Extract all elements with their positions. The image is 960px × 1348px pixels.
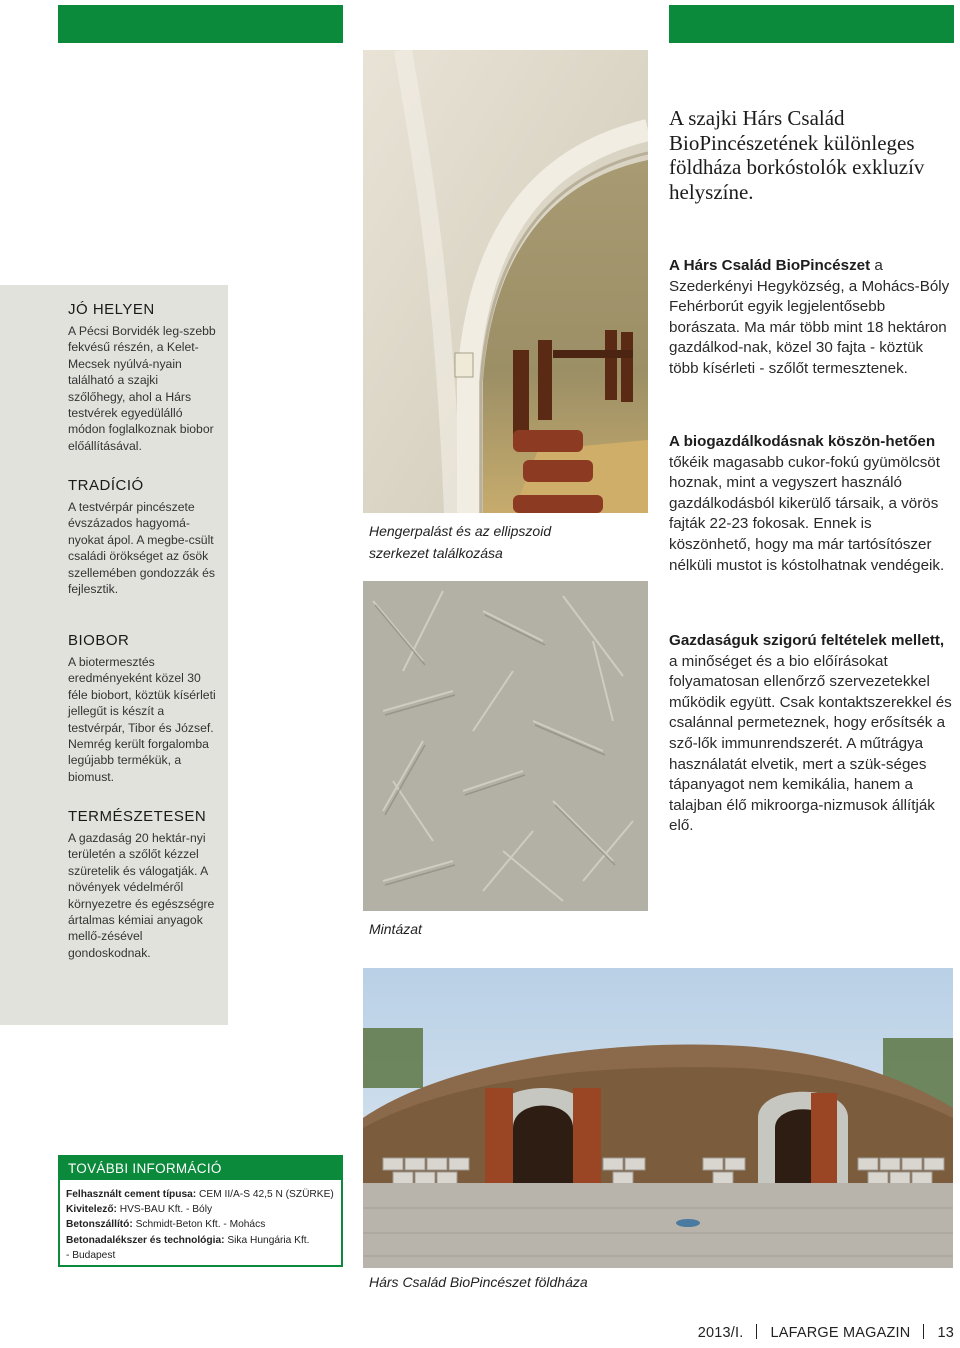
sidebar-section-jo-helyen [68,301,218,454]
paragraph-text: a minőséget és a bio előírásokat folyamatosan ellenőrző szervezetekkel működik együtt. Csak kontaktszerekkel és csalánnal permeteznek, hogy erősítsék a sző-lők immunrendszerét. A műtrágya használatát elvetik, mert a szük-séges tápanyagot nem kemikália, hanem a talajban élő mikroorga-nizmusok állítják elő. [669,652,952,835]
sidebar-heading: TRADÍCIÓ [68,477,144,494]
footer-magazine: LAFARGE MAGAZIN [770,1325,911,1341]
sidebar-text: A testvérpár pincészete évszázados hagyomá-nyokat ápol. A megbe-csült családi örökséget az ősök szellemében gondozzák és fejlesztik. [68,500,216,597]
top-green-bar-left [58,5,343,43]
house-photo [363,968,953,1268]
footer-issue: 2013/I. [697,1325,744,1341]
sidebar-section-termeszetesen [68,808,218,961]
info-label: Felhasznált cement típusa: [66,1189,197,1200]
sidebar [0,285,228,1025]
caption-arch: Hengerpalást és az ellipszoid szerkezet találkozása [369,523,552,561]
info-label: Betonadalékszer és technológia: [66,1234,225,1246]
paragraph-lead: Gazdaságuk szigorú feltételek mellett, [669,632,945,649]
arch-photo [363,50,648,513]
caption-house: Hárs Család BioPincészet földháza [369,1274,588,1290]
sidebar-heading: BIOBOR [68,632,130,649]
info-label: Betonszállító: [66,1219,133,1231]
paragraph-text: a Szederkényi Hegyközség, a Mohács-Bóly Fehérborút egyik legjelentősebb borászata. Ma már több mint 18 hektáron gazdálkod-nak, közel 30 fajta - köztük több kísérleti - szőlőt termesztenek. [669,257,950,377]
paragraph-2 [669,432,954,576]
info-line [66,1248,335,1263]
paragraph-3 [669,631,954,837]
sidebar-text: A gazdaság 20 hektár-nyi területén a szőlőt kézzel szüretelik és válogatják. A növények védelméről környezetre és egészségre ártalmas kémiai anyagok mellő-zésével gondoskodnak. [68,831,215,960]
info-line [66,1202,335,1217]
sidebar-text: A Pécsi Borvidék leg-szebb fekvésű részén, a Kelet-Mecsek nyúlvá-nyain található a szajki szőlőhegy, ahol a Hárs testvérek egyedülálló módon foglalkoznak biobor előállításával. [68,324,216,453]
info-value: CEM II/A-S 42,5 N (SZÜRKE) [196,1189,334,1200]
info-value: - Budapest [66,1249,116,1261]
paragraph-lead: A Hárs Család BioPincészet [669,257,871,274]
info-line [66,1217,335,1232]
sidebar-section-tradicio [68,477,218,597]
info-box-lines [60,1180,341,1263]
sidebar-section-biobor [68,632,218,785]
info-value: Sika Hungária Kft. [224,1234,310,1246]
caption-texture: Mintázat [369,921,422,937]
info-line [66,1233,335,1248]
texture-photo [363,581,648,911]
headline: A szajki Hárs Család BioPincészetének különleges földháza borkóstolók exkluzív helyszíne. [669,106,925,204]
sidebar-heading: TERMÉSZETESEN [68,808,207,825]
info-value: Schmidt-Beton Kft. - Mohács [132,1219,266,1231]
footer-page-number: 13 [937,1325,954,1341]
footer-separator [923,1324,924,1339]
info-label: Kivitelező: [66,1204,117,1216]
sidebar-text: A biotermesztés eredményeként közel 30 féle biobort, köztük kísérleti jellegűt is készít a testvérpár, Tibor és József. Nemrég került forgalomba legújabb termékük, a biomust. [68,655,216,784]
paragraph-text: tőkéik magasabb cukor-fokú gyümölcsöt hoznak, mint a vegyszert használó gazdálkodásból kikerülő társaik, a vörös fajták 22-23 fokosak. Ennek is köszönhető, hogy ma már tartósítószer nélküli mustot is kóstolhatnak vendégeik. [669,453,945,574]
info-box [58,1155,343,1267]
info-box-title: TOVÁBBI INFORMÁCIÓ [60,1157,341,1180]
paragraph-lead: A biogazdálkodásnak köszön-hetően [669,433,936,450]
top-green-bar-right [669,5,954,43]
footer-separator [756,1324,757,1339]
page-footer [698,1324,954,1341]
paragraph-1 [669,256,954,380]
sidebar-heading: JÓ HELYEN [68,301,155,318]
info-line [66,1187,335,1202]
info-value: HVS-BAU Kft. - Bóly [116,1204,213,1216]
